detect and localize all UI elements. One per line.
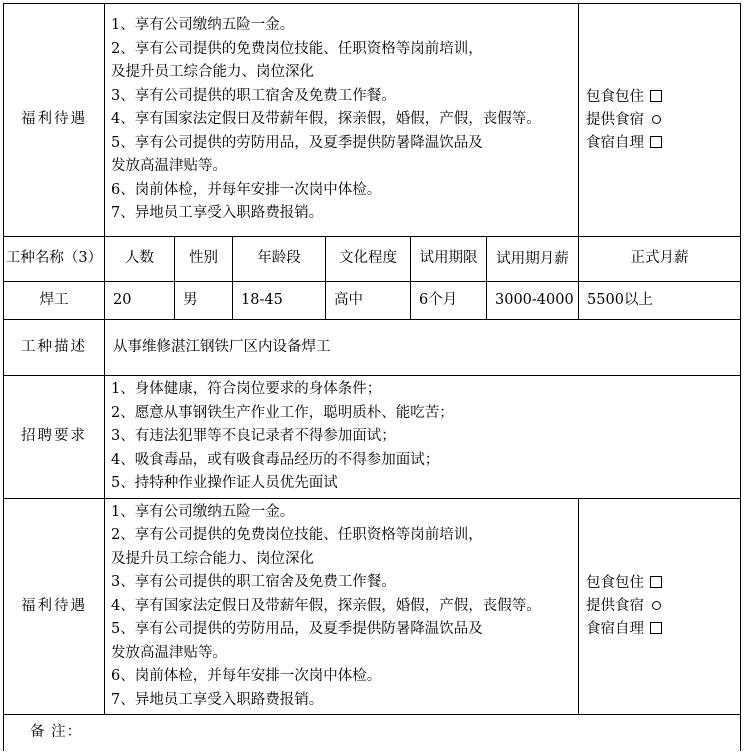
remark-row (4, 715, 741, 752)
option-board-lodging[interactable]: 包食包住 (586, 86, 740, 109)
header-job-name: 工种名称（3） (4, 237, 105, 282)
checkbox-icon[interactable] (650, 136, 662, 148)
header-education: 文化程度 (326, 237, 411, 282)
welfare-bottom-list (105, 498, 579, 715)
header-age: 年龄段 (233, 237, 326, 282)
welfare-top-label: 福利待遇 (4, 4, 105, 237)
cell-age: 18-45 (233, 282, 326, 320)
option-provide-board[interactable]: 提供食宿 (586, 595, 740, 618)
list-item: 5、享有公司提供的劳防用品，及夏季提供防暑降温饮品及 (111, 621, 483, 637)
welfare-top-options (579, 4, 741, 237)
welfare-bottom-label: 福利待遇 (4, 498, 105, 715)
option-provide-board[interactable]: 提供食宿 (586, 109, 740, 132)
option-self-board[interactable]: 食宿自理 (586, 132, 740, 155)
welfare-top-row (4, 4, 741, 237)
list-item: 7、异地员工享受入职路费报销。 (111, 205, 324, 222)
list-item: 3、有违法犯罪等不良记录者不得参加面试； (111, 428, 396, 444)
checkbox-icon[interactable] (650, 90, 662, 102)
list-item: 及提升员工综合能力、岗位深化 (111, 64, 314, 81)
job-desc-text: 从事维修湛江钢铁厂区内设备焊工 (105, 320, 741, 376)
list-item: 4、享有国家法定假日及带薪年假，探亲假，婚假，产假，丧假等。 (111, 597, 541, 614)
welfare-bottom-options (579, 498, 741, 715)
cell-probation-salary: 3000-4000 (487, 282, 579, 320)
list-item: 3、享有公司提供的职工宿舍及免费工作餐。 (111, 87, 396, 104)
list-item: 1、享有公司缴纳五险一金。 (111, 503, 295, 520)
recruitment-table (3, 3, 741, 751)
option-self-board[interactable]: 食宿自理 (586, 618, 740, 641)
job-desc-row (4, 320, 741, 376)
list-item: 2、愿意从事钢铁生产作业工作，聪明质朴、能吃苦； (111, 404, 454, 421)
job-desc-label: 工种描述 (4, 320, 105, 376)
cell-education: 高中 (326, 282, 411, 320)
welfare-top-list (105, 4, 579, 237)
welfare-bottom-row (4, 498, 741, 715)
checkbox-icon[interactable] (650, 576, 662, 588)
list-item: 5、持特种作业操作证人员优先面试 (111, 475, 338, 491)
requirements-list (105, 376, 741, 499)
list-item: 1、享有公司缴纳五险一金。 (111, 17, 295, 34)
list-item: 及提升员工综合能力、岗位深化 (111, 550, 314, 567)
header-probation-salary: 试用期月薪 (487, 237, 579, 282)
requirements-row (4, 376, 741, 499)
list-item: 6、岗前体检，并每年安排一次岗中体检。 (111, 668, 382, 684)
radio-circle-icon[interactable] (652, 115, 661, 124)
header-formal-salary: 正式月薪 (579, 237, 741, 282)
header-headcount: 人数 (105, 237, 175, 282)
list-item: 4、享有国家法定假日及带薪年假，探亲假，婚假，产假，丧假等。 (111, 111, 541, 128)
list-item: 1、身体健康，符合岗位要求的身体条件； (111, 381, 382, 397)
checkbox-icon[interactable] (650, 622, 662, 634)
cell-gender: 男 (175, 282, 233, 320)
list-item: 发放高温津贴等。 (111, 158, 227, 175)
table-row (4, 282, 741, 320)
cell-formal-salary: 5500以上 (579, 282, 741, 320)
remark-label: 备 注： (4, 715, 741, 752)
requirements-label: 招聘要求 (4, 376, 105, 499)
header-gender: 性别 (175, 237, 233, 282)
list-item: 2、享有公司提供的免费岗位技能、任职资格等岗前培训， (111, 40, 483, 57)
cell-headcount: 20 (105, 282, 175, 320)
list-item: 4、吸食毒品，或有吸食毒品经历的不得参加面试； (111, 451, 440, 468)
list-item: 2、享有公司提供的免费岗位技能、任职资格等岗前培训， (111, 527, 483, 543)
list-item: 3、享有公司提供的职工宿舍及免费工作餐。 (111, 574, 396, 590)
option-board-lodging[interactable]: 包食包住 (586, 572, 740, 595)
list-item: 5、享有公司提供的劳防用品，及夏季提供防暑降温饮品及 (111, 134, 483, 151)
job-header-row (4, 237, 741, 282)
cell-probation: 6个月 (411, 282, 487, 320)
list-item: 发放高温津贴等。 (111, 644, 227, 661)
radio-circle-icon[interactable] (652, 601, 661, 610)
list-item: 7、异地员工享受入职路费报销。 (111, 691, 324, 708)
cell-job-name: 焊工 (4, 282, 105, 320)
list-item: 6、岗前体检，并每年安排一次岗中体检。 (111, 181, 382, 198)
header-probation: 试用期限 (411, 237, 487, 282)
